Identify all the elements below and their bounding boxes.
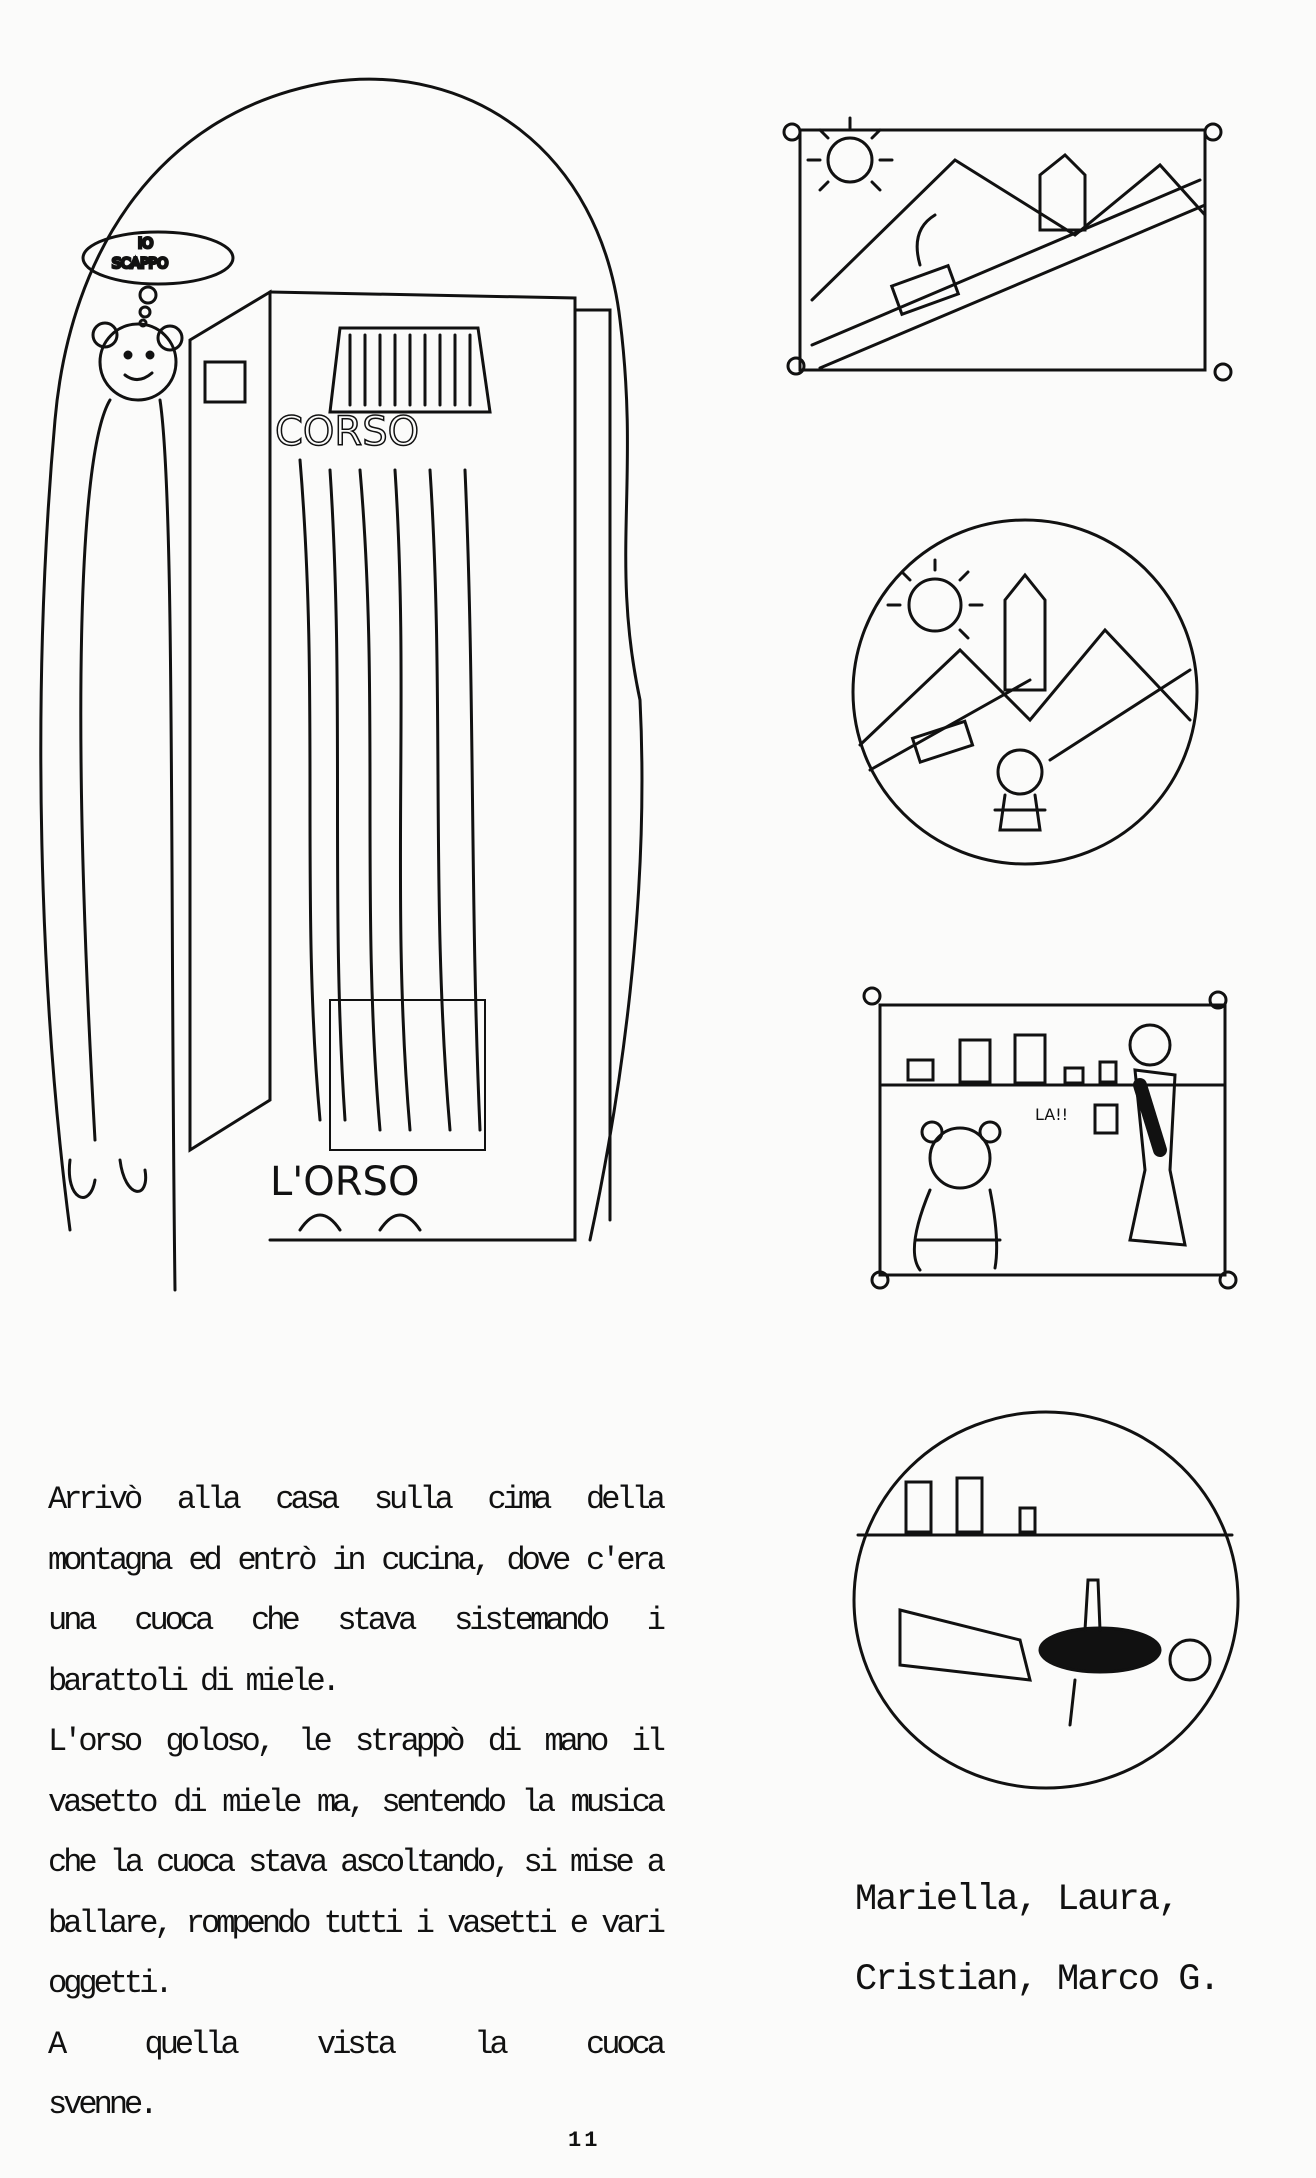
exclamation-text: LA!!	[1035, 1105, 1069, 1124]
story-line: una cuoca che stava sistemando i	[48, 1602, 662, 1639]
story-line: oggetti.	[48, 1965, 170, 2002]
story-line: che la cuoca stava ascoltando, si mise a	[48, 1844, 662, 1881]
sun-icon	[828, 138, 872, 182]
bear-and-honey-box-drawing	[41, 79, 642, 1290]
fainted-cook-drawing	[854, 1412, 1238, 1788]
kitchen-scene-drawing	[864, 988, 1236, 1288]
mountain-train-drawing	[784, 118, 1231, 380]
mountain-church-bear-drawing	[853, 520, 1197, 864]
box-label-top: CORSO	[275, 409, 420, 455]
story-line: montagna ed entrò in cucina, dove c'era	[48, 1541, 662, 1579]
authors-line-2: Cristian, Marco G.	[855, 1959, 1219, 2001]
authors-line-1: Mariella, Laura,	[855, 1879, 1179, 1921]
sun-icon	[909, 579, 961, 631]
story-line: L'orso goloso, le strappò di mano il	[48, 1723, 662, 1760]
story-line: A quella vista la cuoca	[48, 2025, 662, 2063]
box-label-bottom: L'ORSO	[270, 1159, 420, 1205]
story-line: svenne.	[48, 2086, 155, 2123]
story-line: ballare, rompendo tutti i vasetti e vari	[48, 1904, 662, 1942]
page-number: 11	[568, 2128, 601, 2153]
story-line: barattoli di miele.	[48, 1662, 337, 1700]
story-line: vasetto di miele ma, sentendo la musica	[48, 1783, 662, 1821]
bear-head	[100, 324, 176, 400]
story-text	[48, 1470, 662, 2136]
speech-bubble-line-1: IO	[138, 236, 154, 252]
authors	[855, 1860, 1219, 2020]
story-line: Arrivò alla casa sulla cima della	[48, 1481, 662, 1518]
speech-bubble-line-2: SCAPPO	[112, 256, 169, 272]
